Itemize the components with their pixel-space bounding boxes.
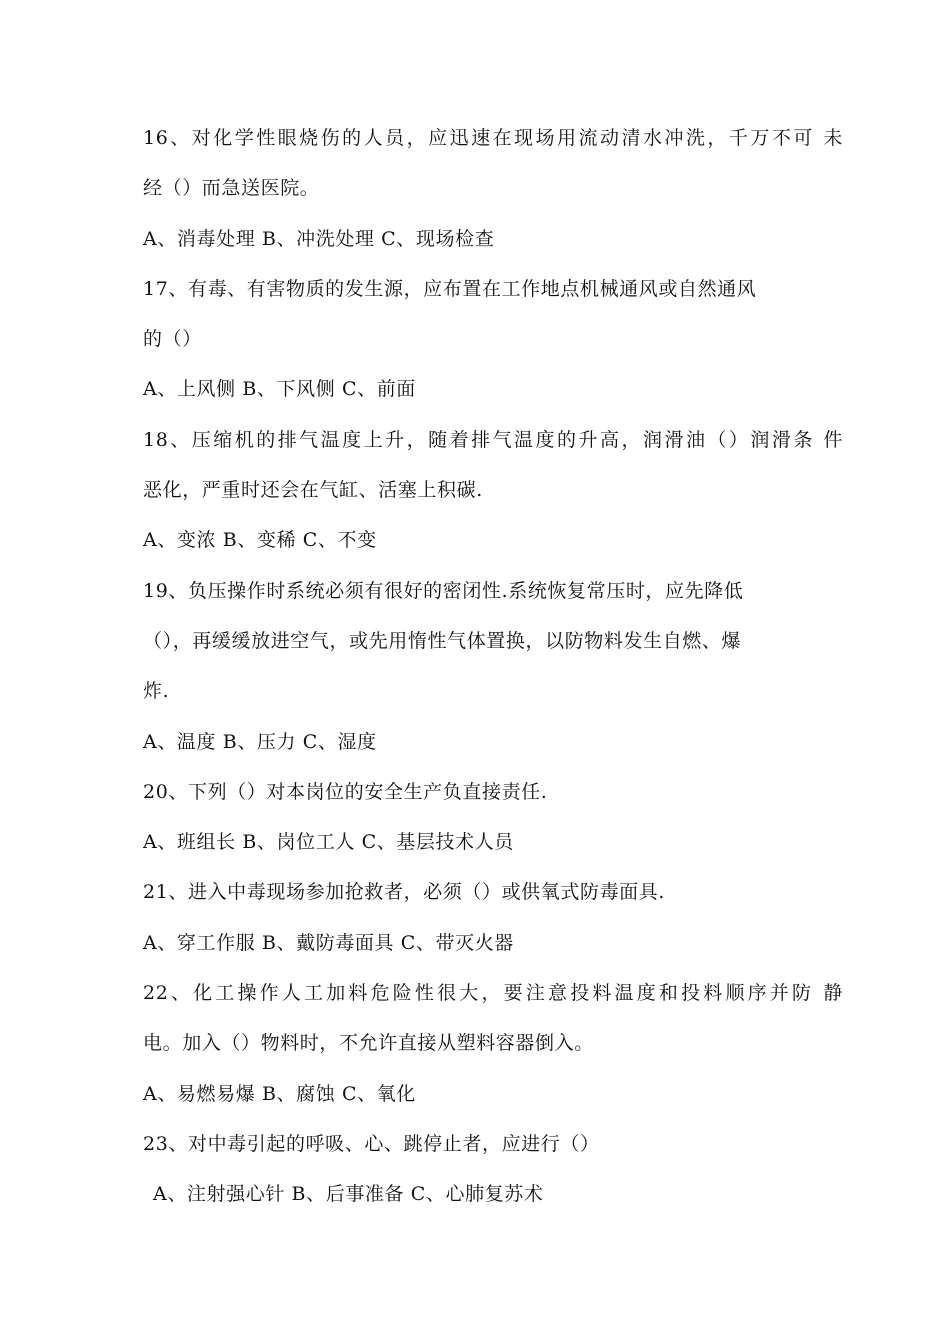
question-21-line-1: 21、进入中毒现场参加抢救者，必须（）或供氧式防毒面具. <box>143 881 666 904</box>
question-16-line-1: 16、对化学性眼烧伤的人员，应迅速在现场用流动清水冲洗，千万不可 未 <box>143 127 843 149</box>
question-19-line-3: 炸. <box>143 680 170 703</box>
question-23-line-1: 23、对中毒引起的呼吸、心、跳停止者，应进行（） <box>143 1132 600 1155</box>
question-18-line-1: 18、压缩机的排气温度上升，随着排气温度的升高，润滑油（）润滑条 件 <box>143 428 843 451</box>
question-22-line-2: 电。加入（）物料时，不允许直接从塑料容器倒入。 <box>143 1032 594 1055</box>
question-21-options: A、穿工作服 B、戴防毒面具 C、带灭火器 <box>143 931 514 954</box>
question-19-options: A、温度 B、压力 C、湿度 <box>143 730 377 753</box>
question-19-line-1: 19、负压操作时系统必须有很好的密闭性.系统恢复常压时，应先降低 <box>143 579 744 602</box>
question-22-line-1: 22、化工操作人工加料危险性很大，要注意投料温度和投料顺序并防 静 <box>143 982 843 1005</box>
question-18-line-2: 恶化，严重时还会在气缸、活塞上积碳. <box>143 479 483 502</box>
question-20-options: A、班组长 B、岗位工人 C、基层技术人员 <box>143 831 514 854</box>
question-22-options: A、易燃易爆 B、腐蚀 C、氧化 <box>143 1082 416 1105</box>
question-17-line-2: 的（） <box>143 328 202 351</box>
question-17-line-1: 17、有毒、有害物质的发生源，应布置在工作地点机械通风或自然通风 <box>143 277 757 300</box>
question-17-options: A、上风侧 B、下风侧 C、前面 <box>143 378 416 401</box>
question-19-line-2: （），再缓缓放进空气，或先用惰性气体置换，以防物料发生自燃、爆 <box>143 629 742 652</box>
question-18-options: A、变浓 B、变稀 C、不变 <box>143 529 377 552</box>
question-20-line-1: 20、下列（）对本岗位的安全生产负直接责任. <box>143 780 548 803</box>
question-16-line-2: 经（）而急送医院。 <box>143 177 320 200</box>
question-16-options: A、消毒处理 B、冲洗处理 C、现场检查 <box>143 227 495 250</box>
question-23-options: A、注射强心针 B、后事准备 C、心肺复苏术 <box>153 1183 544 1206</box>
document-body <box>143 118 843 1225</box>
